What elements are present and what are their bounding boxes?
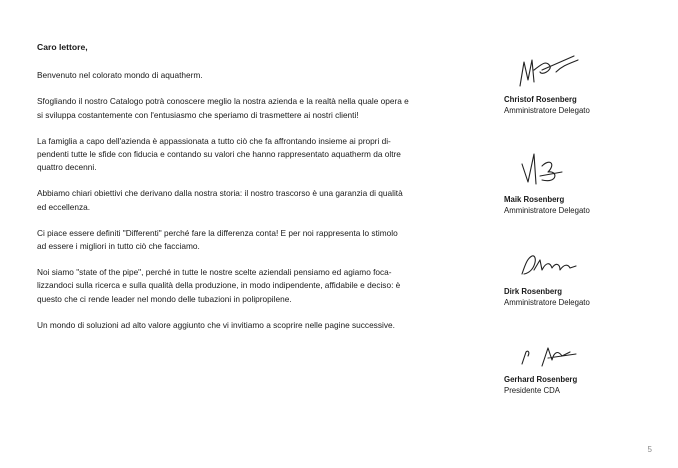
signatory-role: Presidente CDA — [504, 386, 560, 395]
signature-block-maik — [504, 150, 654, 216]
signature-maik-icon — [512, 150, 582, 192]
letter-body — [37, 41, 437, 345]
signatory-name: Maik Rosenberg — [504, 195, 565, 204]
paragraph-welcome: Benvenuto nel colorato mondo di aquatherm. — [37, 70, 203, 81]
signature-dirk-icon — [512, 242, 582, 284]
signatory-role: Amministratore Delegato — [504, 206, 590, 215]
page-number: 5 — [647, 445, 652, 454]
signatory-name: Christof Rosenberg — [504, 95, 577, 104]
signature-block-christof — [504, 50, 654, 116]
paragraph-objectives: Abbiamo chiari obiettivi che derivano dalla nostra storia: il nostro trascorso è una garanzia di qualità ed eccellenza. — [37, 188, 403, 212]
signature-christof-icon — [512, 50, 582, 92]
paragraph-closing: Un mondo di soluzioni ad alto valore aggiunto che vi invitiamo a scoprire nelle pagine successive. — [37, 319, 395, 330]
signatory-name: Dirk Rosenberg — [504, 287, 563, 296]
paragraph-state-of-the-pipe: Noi siamo "state of the pipe", perché in tutte le nostre scelte aziendali pensiamo ed agiamo foca- lizzandoci sulla ricerca e sulla qualità della produzione, in modo indipendente, affidabile e deciso: è questo che ci rende leader nel mondo delle tubazioni in polipropilene. — [37, 267, 401, 304]
signatory-role: Amministratore Delegato — [504, 106, 590, 115]
greeting: Caro lettore, — [37, 42, 88, 52]
signature-block-dirk — [504, 242, 654, 308]
paragraph-family: La famiglia a capo dell'azienda è appassionata a tutto ciò che fa affrontando insieme ai propri di- pendenti tutte le sfide con fiducia e contando su valori che hanno rappresentato aquatherm da oltre quattro decenni. — [37, 135, 401, 173]
signature-gerhard-icon — [512, 330, 582, 372]
paragraph-different: Ci piace essere definiti "Differenti" perché fare la differenza conta! E per noi rappresenta lo stimolo ad essere i migliori in tutto ciò che facciamo. — [37, 227, 398, 252]
signatory-role: Amministratore Delegato — [504, 298, 590, 307]
signature-block-gerhard — [504, 330, 654, 396]
signatory-name: Gerhard Rosenberg — [504, 375, 578, 384]
paragraph-catalog: Sfogliando il nostro Catalogo potrà conoscere meglio la nostra azienda e la realtà nella quale opera e si sviluppa costantemente con l'entusiasmo che speriamo di trasmettere ai nostri clienti! — [37, 96, 409, 120]
